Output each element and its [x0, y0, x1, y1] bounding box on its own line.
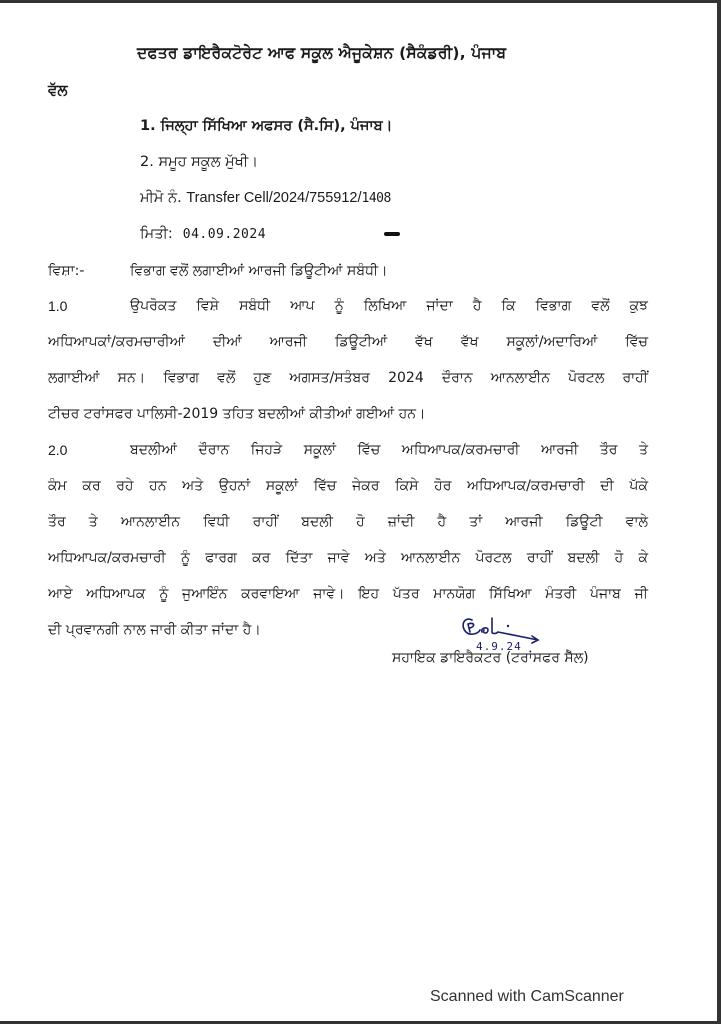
memo-number: Transfer Cell/2024/755912/: [186, 190, 362, 206]
signatory-designation: ਸਹਾਇਕ ਡਾਇਰੈਕਟਰ (ਟਰਾਂਸਫਰ ਸੈੱਲ): [392, 650, 589, 666]
office-heading: ਦਫਤਰ ਡਾਇਰੈਕਟੋਰੇਟ ਆਫ ਸਕੂਲ ਐਜੂਕੇਸ਼ਨ (ਸੈਕੰਡਰੀ), ਪੰਜਾਬ: [137, 44, 507, 62]
paragraph-2-line: ਤੌਰ ਤੇ ਆਨਲਾਈਨ ਵਿਧੀ ਰਾਹੀਂ ਬਦਲੀ ਹੋ ਜ਼ਾਂਦੀ ਹੈ ਤਾਂ ਆਰਜੀ ਡਿਊਟੀ ਵਾਲੇ: [48, 514, 648, 530]
paragraph-1-line: ਟੀਚਰ ਟਰਾਂਸਫਰ ਪਾਲਿਸੀ-2019 ਤਹਿਤ ਬਦਲੀਆਂ ਕੀਤੀਆਂ ਗਈਆਂ ਹਨ।: [48, 406, 426, 422]
date-label: ਮਿਤੀ:: [140, 226, 173, 242]
memo-line: [140, 190, 391, 206]
paragraph-1-line: ਲਗਾਈਆਂ ਸਨ। ਵਿਭਾਗ ਵਲੋਂ ਹੁਣ ਅਗਸਤ/ਸਤੰਬਰ 2024 ਦੌਰਾਨ ਆਨਲਾਈਨ ਪੋਰਟਲ ਰਾਹੀਂ: [48, 370, 648, 386]
paragraph-1-line: ਉਪਰੋਕਤ ਵਿਸ਼ੇ ਸਬੰਧੀ ਆਪ ਨੂੰ ਲਿਖਿਆ ਜਾਂਦਾ ਹੈ ਕਿ ਵਿਭਾਗ ਵਲੋਂ ਕੁਝ: [130, 298, 648, 314]
paragraph-2-line: ਆਏ ਅਧਿਆਪਕ ਨੂੰ ਜੁਆਇੰਨ ਕਰਵਾਇਆ ਜਾਵੇ। ਇਹ ਪੱਤਰ ਮਾਨਯੋਗ ਸਿੱਖਿਆ ਮੰਤਰੀ ਪੰਜਾਬ ਜੀ: [48, 586, 648, 602]
frame-border-right: [717, 0, 721, 1024]
paragraph-2-line: ਬਦਲੀਆਂ ਦੌਰਾਨ ਜਿਹੜੇ ਸਕੂਲਾਂ ਵਿੱਚ ਅਧਿਆਪਕ/ਕਰਮਚਾਰੀ ਆਰਜੀ ਤੌਰ ਤੇ: [130, 442, 648, 458]
addressee-2: 2. ਸਮੂਹ ਸਕੂਲ ਮੁੱਖੀ।: [140, 154, 258, 170]
memo-label: ਮੀਮੋ ਨੰ.: [140, 190, 182, 206]
paragraph-2-line: ਕੰਮ ਕਰ ਰਹੇ ਹਨ ਅਤੇ ਉਹਨਾਂ ਸਕੂਲਾਂ ਵਿੱਚ ਜੇਕਰ ਕਿਸੇ ਹੋਰ ਅਧਿਆਪਕ/ਕਰਮਚਾਰੀ ਦੀ ਪੱਕੇ: [48, 478, 648, 494]
ink-mark: [384, 232, 400, 236]
subject-text: ਵਿਭਾਗ ਵਲੋਂ ਲਗਾਈਆਂ ਆਰਜੀ ਡਿਊਟੀਆਂ ਸਬੰਧੀ।: [130, 263, 388, 279]
paragraph-2-line: ਦੀ ਪ੍ਰਵਾਨਗੀ ਨਾਲ ਜਾਰੀ ਕੀਤਾ ਜਾਂਦਾ ਹੈ।: [48, 622, 261, 638]
camscanner-watermark: Scanned with CamScanner: [430, 988, 624, 1005]
date-value: 04.09.2024: [182, 227, 267, 242]
addressee-1: 1. ਜਿਲ੍ਹਾ ਸਿੱਖਿਆ ਅਫਸਰ (ਸੈ.ਸਿ), ਪੰਜਾਬ।: [140, 118, 393, 134]
paragraph-2-number: 2.0: [48, 442, 68, 458]
memo-handwritten-number: 1408: [361, 191, 391, 206]
paragraph-1-number: 1.0: [48, 298, 68, 314]
subject-label: ਵਿਸ਼ਾ:-: [48, 263, 85, 279]
frame-border-top: [0, 0, 721, 3]
paragraph-1-line: ਅਧਿਆਪਕਾਂ/ਕਰਮਚਾਰੀਆਂ ਦੀਆਂ ਆਰਜੀ ਡਿਊਟੀਆਂ ਵੱਖ ਵੱਖ ਸਕੂਲਾਂ/ਅਦਾਰਿਆਂ ਵਿੱਚ: [48, 334, 648, 350]
signature-date: 4.9.24: [476, 640, 522, 653]
paragraph-2-line: ਅਧਿਆਪਕ/ਕਰਮਚਾਰੀ ਨੂੰ ਫਾਰਗ ਕਰ ਦਿੱਤਾ ਜਾਵੇ ਅਤੇ ਆਨਲਾਈਨ ਪੋਰਟਲ ਰਾਹੀਂ ਬਦਲੀ ਹੋ ਕੇ: [48, 550, 648, 566]
date-line: [140, 226, 266, 242]
to-label: ਵੱਲ: [48, 81, 68, 99]
